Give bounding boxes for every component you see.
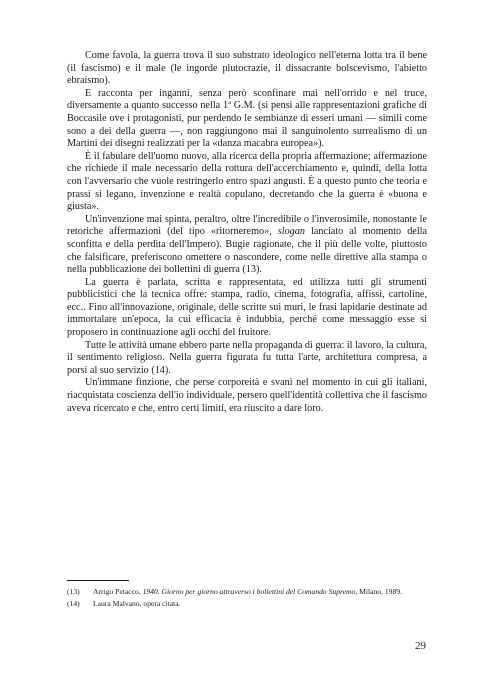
main-text [67, 50, 427, 415]
paragraph-text: lanciato al momento della sconfitta e della perdita dell'Impero). Bugie ragionate, che il più delle volte, piuttosto che falsificare, preferiscono omettere o nascondere, come nelle direttive alla stampa o nella pubblicazione dei bollettini di guerra (13). [67, 226, 427, 276]
italic-term: slogan [277, 226, 305, 238]
footnote-publication: Milano, 1989. [357, 587, 402, 596]
footnote-number: (13) [67, 587, 80, 596]
footnote-author: Arrigo Petacco, [93, 587, 143, 596]
footnote-separator [67, 580, 129, 581]
footnotes [67, 587, 427, 611]
paragraph-text: E racconta per inganni, senza però sconfinare mai nell'orrido e nel truce, diversamente a quanto successo nella 1ª G.M. (si pensi alle rappresentazioni grafiche di Boccasile ove i protagonisti, pur perdendo le sembianze di esseri umani — simili come sono a dei della guerra —, non raggiungono mai il sanguinolento surrealismo di un Martini dei disegni realizzati per la «danza macabra europea»). [67, 87, 427, 150]
footnote-14 [67, 599, 427, 609]
paragraph-text: Un'immane finzione, che perse corporeità e svanì nel momento in cui gli italiani, riacquistata coscienza dell'io individuale, persero quell'identità collettiva che il fascismo aveva ricercato e che, entro certi limiti, era riuscito a dare loro. [67, 377, 427, 414]
paragraph-text: La guerra è parlata, scritta e rappresentata, ed utilizza tutti gli strumenti pubblicistici che la tecnica offre: stampa, radio, cinema, fotografia, affissi, cartoline, ecc.. Fino all'innovazione, originale, delle scritte sui muri, le frasi lapidarie destinate ad immortalare un'epoca, la cui efficacia è indubbia, perché come messaggio esse si proposero in continuazione agli occhi del fruitore. [67, 276, 427, 339]
paragraph-text: È il fabulare dell'uomo nuovo, alla ricerca della propria affermazione; affermazione che richiede il male necessario della rottura dell'accerchiamento e, quindi, della lotta con l'avversario che vuole restringerlo entro spazi angusti. È a questo punto che teoria e prassi si legano, invenzione e realtà copulano, decretando che la guerra è «buona e giusta». [67, 150, 427, 213]
paragraph-text: Come favola, la guerra trova il suo substrato ideologico nell'eterna lotta tra il bene (il fascismo) e il male (le ingorde plutocrazie, il dissacrante bolscevismo, l'abietto ebraismo). [67, 50, 427, 87]
paragraph-text: Un'invenzione mai spinta, peraltro, oltre l'incredibile o l'inverosimile, nonostante le retoriche affermazioni (del tipo «ritorneremo», [67, 213, 427, 238]
paragraph [67, 340, 427, 378]
footnote-title: 1940. Giorno per giorno attraverso i bollettini del Comando Supremo, [142, 587, 358, 596]
paragraph [67, 277, 427, 340]
footnote-13 [67, 587, 427, 597]
paragraph-text: Tutte le attività umane ebbero parte nella propaganda di guerra: il lavoro, la cultura, il sentimento religioso. Nella guerra figurata fu tutta l'arte, architettura compresa, a porsi al suo servizio (14). [67, 339, 427, 376]
paragraph [67, 88, 427, 151]
footnote-number: (14) [67, 599, 80, 608]
paragraph [67, 214, 427, 277]
paragraph [67, 151, 427, 214]
page-number: 29 [415, 640, 426, 652]
paragraph [67, 377, 427, 415]
footnote-text: Laura Malvano, opera citata. [93, 599, 181, 608]
paragraph [67, 50, 427, 88]
